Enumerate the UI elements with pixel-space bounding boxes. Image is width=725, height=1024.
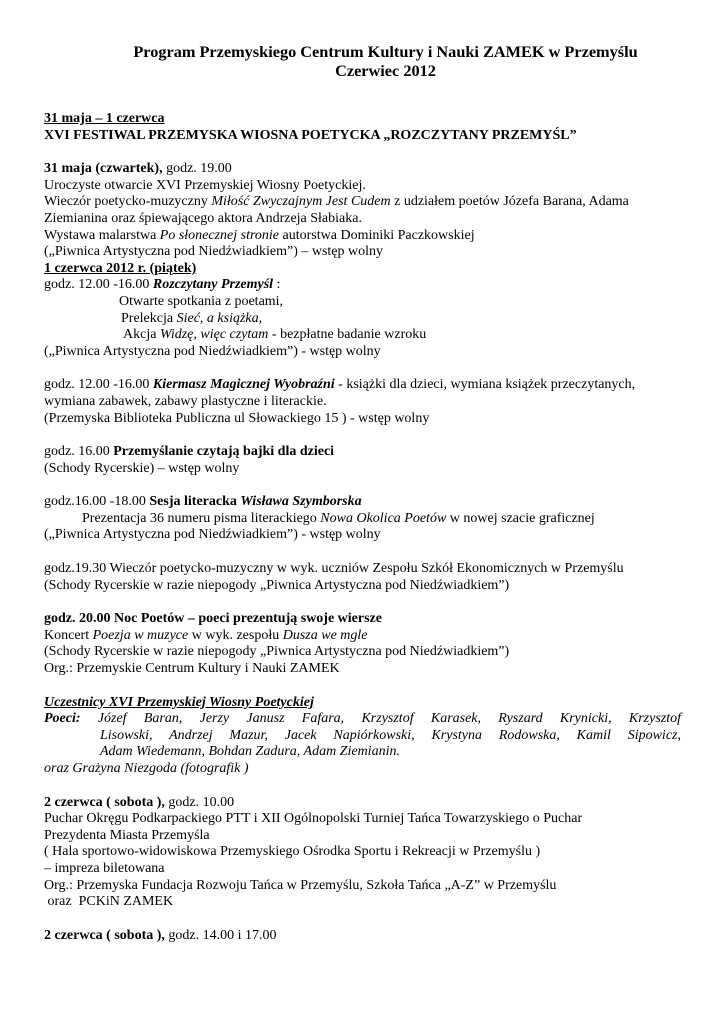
title-line-1: Program Przemyskiego Centrum Kultury i Nauki ZAMEK w Przemyślu bbox=[133, 42, 638, 61]
event-june-2-afternoon: 2 czerwca ( sobota ), godz. 14.00 i 17.00 bbox=[44, 927, 277, 943]
event-june-1: 1 czerwca 2012 r. (piątek) godz. 12.00 -16.00 Rozczytany Przemyśl : Otwarte spotkania z poetami, Prelekcja Sieć, a książka, Akcja Widzę, więc czytam - bezpłatne badanie wzroku („Piwnica Artystyczna pod Niedźwiadkiem”) - wstęp wolny godz. 12.00 -16.00 Kiermasz Magicznej Wyobraźni - książki dla dzieci, wymiana książek przeczytanych, wymiana zabawek, zabawy plastyczne i literackie. (Przemyska Biblioteka Publiczna ul Słowackiego 15 ) - wstęp wolny godz. 16.00 Przemyślanie czytają bajki dla dzieci (Schody Rycerskie) – wstęp wolny godz.16.00 -18.00 Sesja literacka Wisława Szymborska Prezentacja 36 numeru pisma literackiego Nowa Okolica Poetów w nowej szacie graficznej („Piwnica Artystyczna pod Niedźwiadkiem”) - wstęp wolny godz.19.30 Wieczór poetycko-muzyczny w wyk. uczniów Zespołu Szkół Ekonomicznych w Przemyślu (Schody Rycerskie w razie niepogody „Piwnica Artystyczna pod Niedźwiadkiem”) godz. 20.00 Noc Poetów – poeci prezentują swoje wiersze Koncert Poezja w muzyce w wyk. zespołu Dusza we mgle (Schody Rycerskie w razie niepogody „Piwnica Artystyczna pod Niedźwiadkiem”) Org.: Przemyskie Centrum Kultury i Nauki ZAMEK bbox=[44, 260, 636, 677]
event-may-31: 31 maja (czwartek), godz. 19.00 Uroczyste otwarcie XVI Przemyskiej Wiosny Poetyckiej. Wieczór poetycko-muzyczny Miłość Zwyczajnym Jest Cudem z udziałem poetów Józefa Barana, Adama Ziemianina oraz śpiewającego aktora Andrzeja Słabiaka. Wystawa malarstwa Po słonecznej stronie autorstwa Dominiki Paczkowskiej („Piwnica Artystyczna pod Niedźwiadkiem”) – wstęp wolny bbox=[44, 161, 629, 260]
document-title bbox=[90, 42, 681, 80]
participants-section: Uczestnicy XVI Przemyskiej Wiosny Poetyckiej Poeci: Józef Baran, Jerzy Janusz Fafara, Krzysztof Karasek, Ryszard Krynicki, Krzysztof Lisowski, Andrzej Mazur, Jacek Napiórkowski, Krystyna Rodowska, Kamil Sipowicz, Adam Wiedemann, Bohdan Zadura, Adam Ziemianin. oraz Grażyna Niezgoda (fotografik ) bbox=[44, 694, 681, 776]
festival-name: XVI FESTIWAL PRZEMYSKA WIOSNA POETYCKA „ROZCZYTANY PRZEMYŚL” bbox=[44, 127, 577, 143]
title-line-2: Czerwiec 2012 bbox=[335, 61, 436, 80]
event-june-2-dance: 2 czerwca ( sobota ), godz. 10.00 Puchar Okręgu Podkarpackiego PTT i XII Ogólnopolski Turniej Tańca Towarzyskiego o Puchar Prezydenta Miasta Przemyśla ( Hala sportowo-widowiskowa Przemyskiego Ośrodka Sportu i Rekreacji w Przemyślu ) – impreza biletowana Org.: Przemyska Fundacja Rozwoju Tańca w Przemyślu, Szkoła Tańca „A-Z” w Przemyślu oraz PCKiN ZAMEK bbox=[44, 794, 583, 910]
festival-dates: 31 maja – 1 czerwca bbox=[44, 111, 165, 126]
